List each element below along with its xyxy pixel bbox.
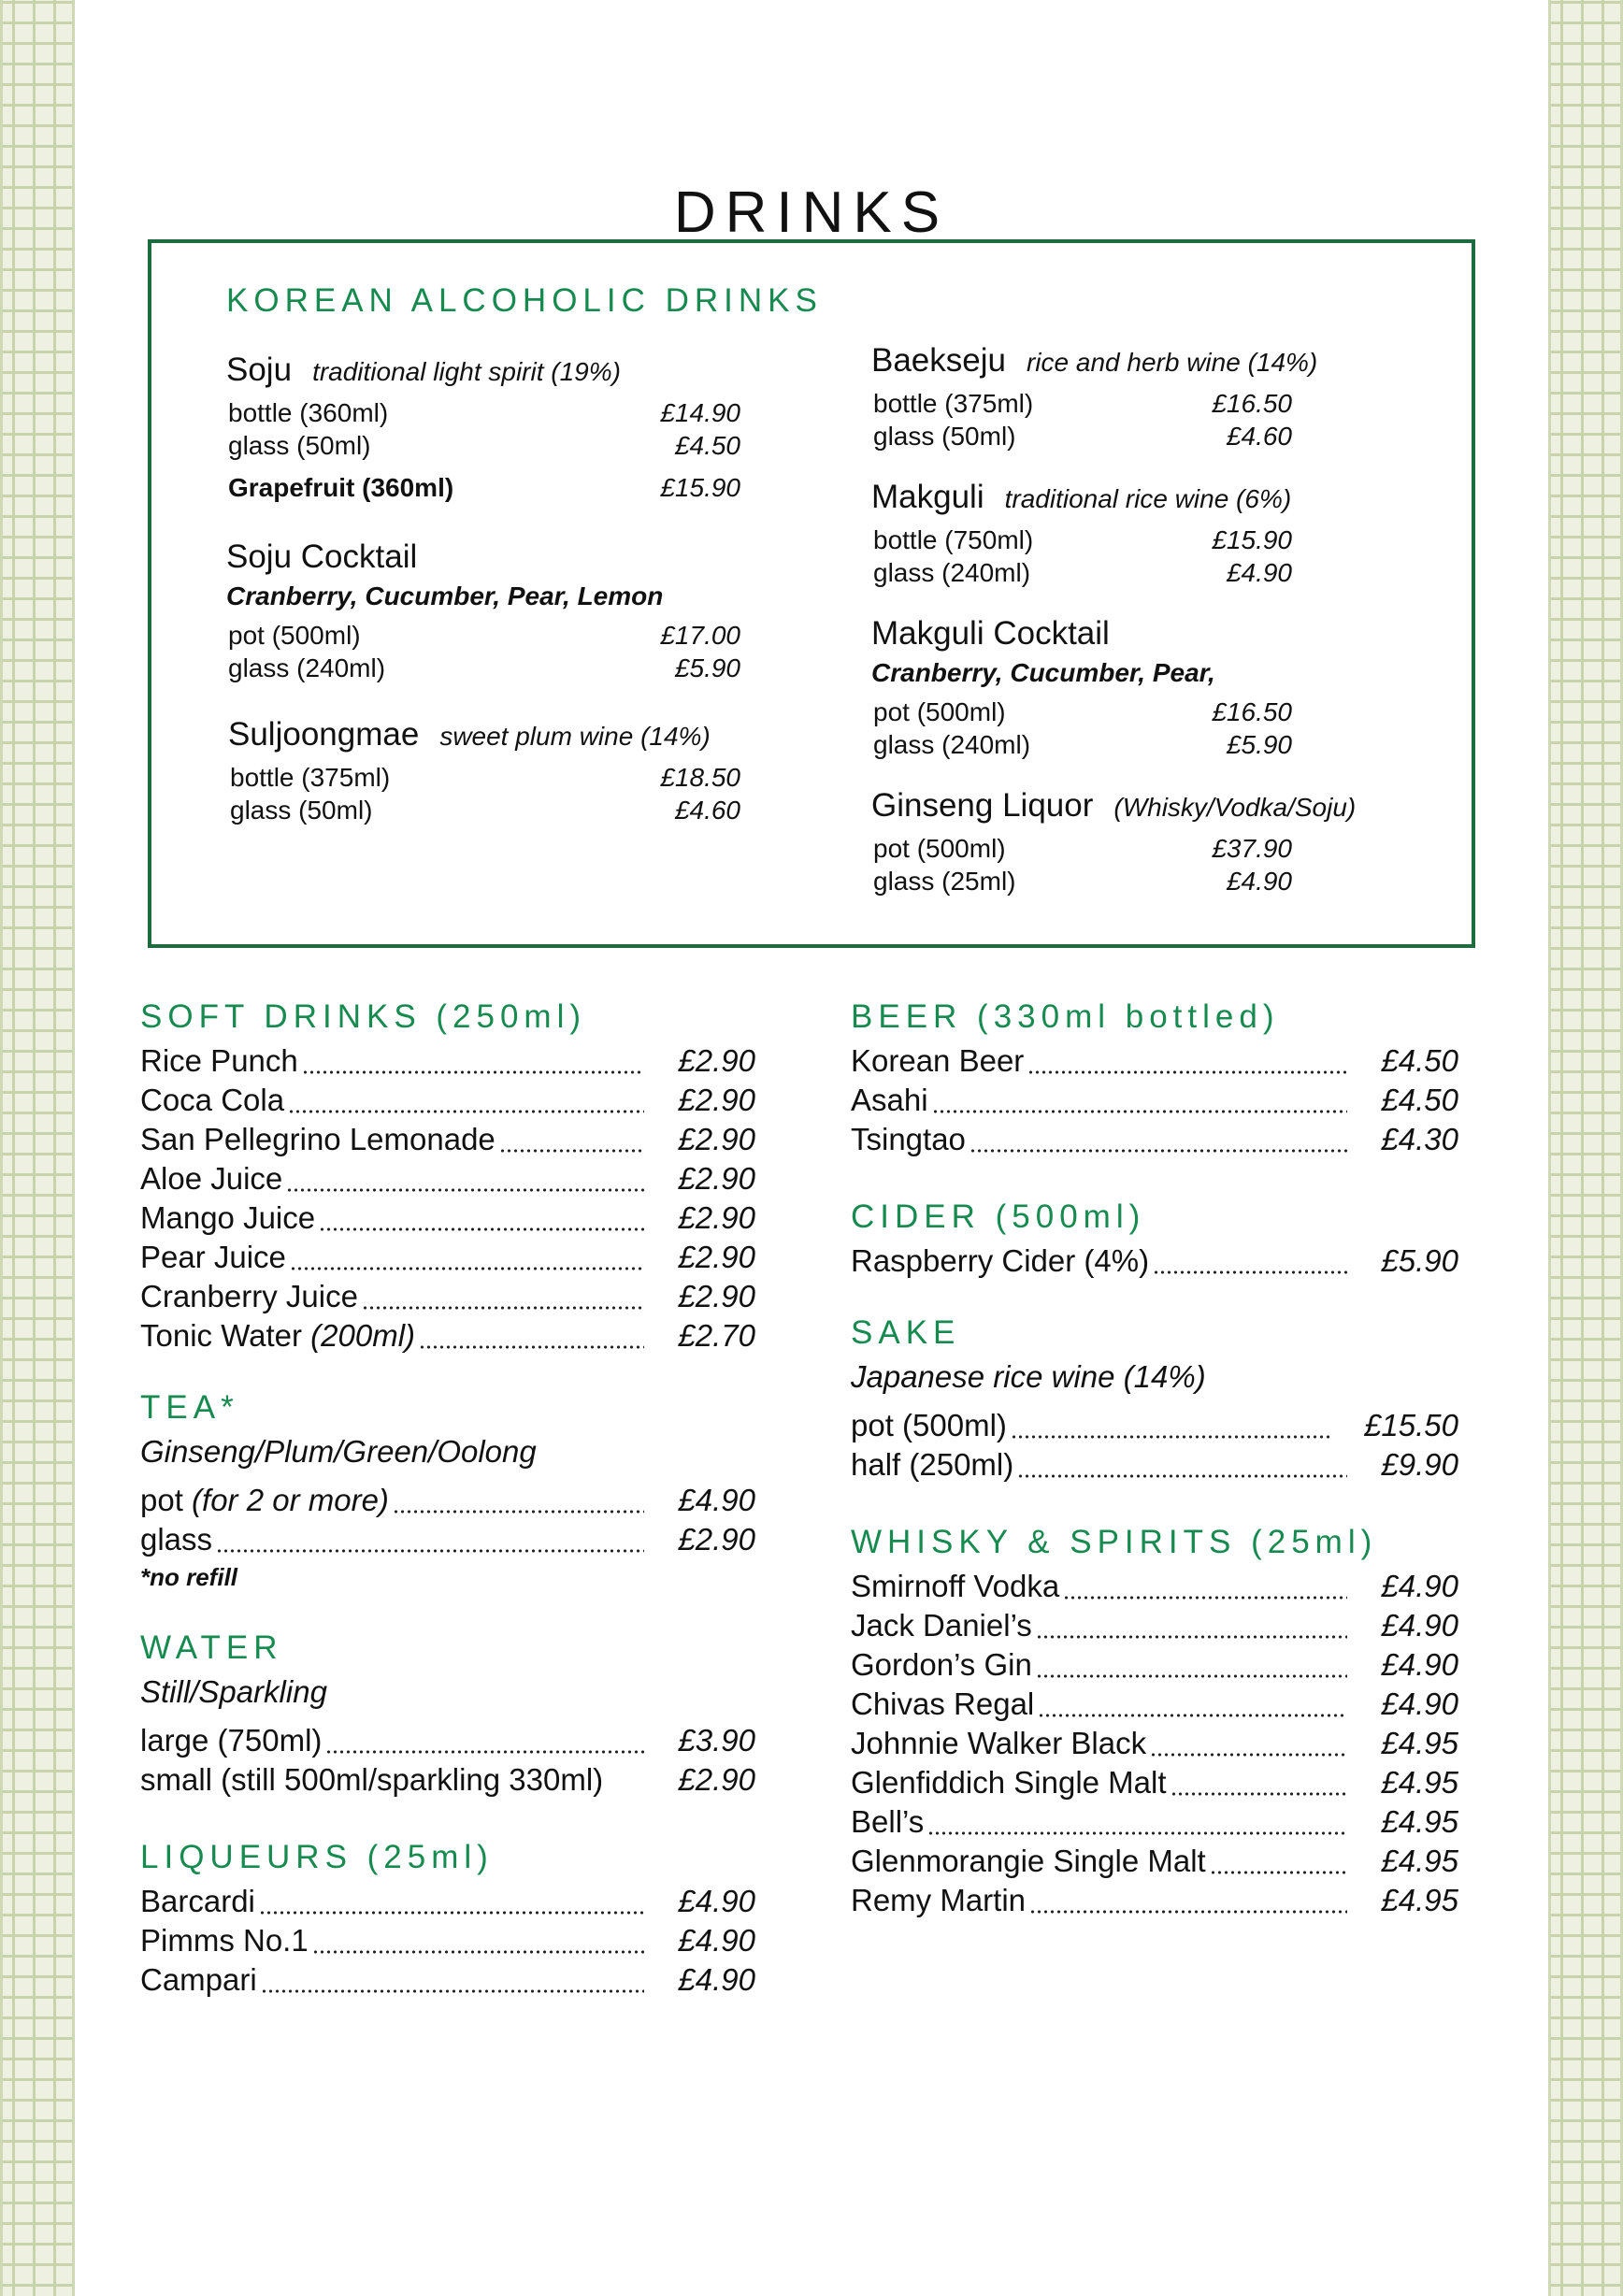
section-subtitle: Ginseng/Plum/Green/Oolong	[140, 1434, 537, 1469]
price-row	[871, 730, 1292, 763]
beer-section	[851, 998, 1458, 1161]
menu-item-price: £4.50	[1381, 1043, 1458, 1078]
baekseju-block	[871, 342, 1318, 454]
menu-item-row	[140, 1762, 755, 1801]
price-row	[871, 697, 1292, 730]
menu-item-name: Barcardi	[140, 1884, 255, 1918]
menu-item-price: £9.90	[1381, 1447, 1458, 1482]
price: £4.50	[674, 431, 740, 460]
menu-item-row	[140, 1923, 755, 1962]
menu-item-row	[140, 1962, 755, 2002]
price: £5.90	[1226, 730, 1292, 759]
item-name: Baekseju	[871, 342, 1006, 379]
dot-leader	[259, 1911, 644, 1915]
menu-item-name: Mango Juice	[140, 1200, 316, 1235]
dot-leader	[302, 1070, 644, 1074]
price-row	[871, 422, 1292, 454]
menu-item-row	[140, 1161, 755, 1200]
menu-item-row	[851, 1569, 1458, 1608]
menu-item-name: Tsingtao	[851, 1122, 966, 1156]
menu-item-price: £3.90	[678, 1723, 755, 1758]
menu-item-price: £4.50	[1381, 1083, 1458, 1117]
menu-item-row	[851, 1447, 1458, 1486]
price: £37.90	[1212, 834, 1292, 863]
size-label: glass (25ml)	[873, 867, 1016, 896]
menu-item-price: £2.90	[678, 1161, 755, 1196]
menu-item-name: Remy Martin	[851, 1883, 1027, 1917]
menu-item-name: Asahi	[851, 1083, 928, 1117]
menu-item-row	[851, 1083, 1458, 1122]
decorative-border-right	[1548, 0, 1623, 2296]
menu-item-name: Pimms No.1	[140, 1923, 309, 1958]
dot-leader	[1210, 1871, 1347, 1874]
menu-item-name: Glenmorangie Single Malt	[851, 1844, 1206, 1878]
dot-leader	[1027, 1070, 1347, 1074]
size-label: bottle (375ml)	[230, 763, 391, 792]
menu-item-row	[140, 1723, 755, 1762]
dot-leader	[419, 1345, 644, 1349]
menu-item-row	[140, 1200, 755, 1240]
size-label: glass (240ml)	[873, 558, 1031, 587]
dot-leader	[1036, 1635, 1347, 1639]
item-name: Soju Cocktail	[226, 538, 418, 575]
menu-item-price: £5.90	[1381, 1243, 1458, 1278]
price: £16.50	[1212, 389, 1292, 418]
dot-leader	[1038, 1714, 1347, 1717]
price: £16.50	[1212, 697, 1292, 726]
size-label: pot (500ml)	[873, 834, 1006, 863]
flavour-list: Cranberry, Cucumber, Pear, Lemon	[226, 581, 664, 610]
soft-drinks-section	[140, 998, 755, 1357]
whisky-spirits-section	[851, 1524, 1458, 1922]
dot-leader	[927, 1831, 1347, 1835]
item-description: (Whisky/Vodka/Soju)	[1113, 793, 1357, 822]
dot-leader	[216, 1549, 644, 1553]
size-label: glass (240ml)	[873, 730, 1031, 759]
size-label: pot (500ml)	[873, 697, 1006, 726]
price: £15.90	[1212, 525, 1292, 554]
section-heading: SAKE	[851, 1314, 961, 1351]
page-title: DRINKS	[673, 179, 950, 245]
sake-section	[851, 1314, 1458, 1486]
section-heading: WHISKY & SPIRITS (25ml)	[851, 1524, 1378, 1560]
price-row	[226, 473, 740, 506]
menu-item-name: small (still 500ml/sparkling 330ml)	[140, 1762, 604, 1797]
suljoongmae-block	[228, 716, 740, 828]
section-subtitle: Japanese rice wine (14%)	[851, 1359, 1206, 1394]
menu-item-price: £4.90	[678, 1923, 755, 1958]
menu-item-price: £2.90	[678, 1279, 755, 1313]
menu-item-price: £2.90	[678, 1762, 755, 1797]
footnote: *no refill	[140, 1563, 238, 1591]
dot-leader	[288, 1110, 644, 1113]
price-row	[871, 558, 1292, 591]
dot-leader	[1153, 1270, 1347, 1274]
menu-item-name: Rice Punch	[140, 1043, 298, 1078]
section-heading: LIQUEURS (25ml)	[140, 1839, 494, 1875]
menu-item-row	[140, 1522, 755, 1561]
dot-leader	[325, 1750, 644, 1754]
dot-leader	[1029, 1910, 1347, 1914]
menu-item-name: Jack Daniel’s	[851, 1608, 1032, 1643]
menu-item-name: Cranberry Juice	[140, 1279, 358, 1313]
price: £4.90	[1226, 558, 1292, 587]
price-row	[226, 431, 740, 464]
size-label: Grapefruit (360ml)	[228, 473, 454, 502]
menu-item-row	[140, 1279, 755, 1318]
soju-cocktail-block	[226, 538, 740, 686]
flavour-list: Cranberry, Cucumber, Pear,	[871, 658, 1215, 687]
size-label: pot (500ml)	[228, 621, 361, 650]
menu-item-name: Aloe Juice	[140, 1161, 283, 1196]
item-description: traditional light spirit (19%)	[312, 357, 621, 386]
menu-item-row	[851, 1043, 1458, 1083]
dot-leader	[1063, 1596, 1347, 1600]
menu-item-name: Glenfiddich Single Malt	[851, 1765, 1167, 1800]
menu-item-row	[140, 1240, 755, 1279]
item-description: rice and herb wine (14%)	[1026, 348, 1318, 377]
dot-leader	[1011, 1435, 1330, 1439]
size-label: glass (50ml)	[230, 796, 373, 825]
ginseng-liquor-block	[871, 787, 1357, 899]
left-menu-column	[140, 998, 755, 2002]
menu-item-price: £4.95	[1381, 1765, 1458, 1800]
menu-item-name: half (250ml)	[851, 1447, 1014, 1482]
price-row	[871, 525, 1292, 558]
section-heading: BEER (330ml bottled)	[851, 998, 1280, 1035]
menu-item-row	[851, 1647, 1458, 1686]
menu-item-row	[851, 1726, 1458, 1765]
menu-item-name: Raspberry Cider (4%)	[851, 1243, 1150, 1278]
menu-item-name: San Pellegrino Lemonade	[140, 1122, 496, 1156]
dot-leader	[1017, 1474, 1347, 1478]
menu-item-row	[140, 1122, 755, 1161]
price: £18.50	[660, 763, 740, 792]
menu-item-name: Chivas Regal	[851, 1686, 1035, 1721]
item-name: Suljoongmae	[228, 716, 420, 753]
dot-leader	[319, 1227, 644, 1231]
menu-item-name: Bell’s	[851, 1804, 925, 1839]
menu-item-row	[851, 1883, 1458, 1922]
item-description: sweet plum wine (14%)	[439, 722, 711, 751]
decorative-border-left	[0, 0, 75, 2296]
price: £4.90	[1226, 867, 1292, 896]
price: £17.00	[660, 621, 740, 650]
menu-item-row	[851, 1686, 1458, 1726]
price: £4.60	[1226, 422, 1292, 451]
menu-item-row	[140, 1083, 755, 1122]
menu-item-price: £4.30	[1381, 1122, 1458, 1156]
dot-leader	[932, 1110, 1347, 1113]
korean-drinks-heading: KOREAN ALCOHOLIC DRINKS	[226, 282, 823, 319]
dot-leader	[1150, 1753, 1347, 1757]
menu-item-price: £2.90	[678, 1200, 755, 1235]
menu-item-price: £15.50	[1364, 1408, 1458, 1442]
dot-leader	[1036, 1674, 1347, 1678]
menu-item-price: £4.95	[1381, 1844, 1458, 1878]
item-description: traditional rice wine (6%)	[1004, 484, 1292, 513]
menu-item-row	[851, 1122, 1458, 1161]
menu-item-price: £2.90	[678, 1083, 755, 1117]
menu-item-name: Smirnoff Vodka	[851, 1569, 1060, 1603]
section-heading: CIDER (500ml)	[851, 1198, 1146, 1235]
menu-item-row	[851, 1765, 1458, 1804]
dot-leader	[312, 1950, 644, 1954]
right-menu-column	[851, 998, 1458, 1922]
menu-item-price: £2.90	[678, 1122, 755, 1156]
water-section	[140, 1629, 755, 1801]
dot-leader	[499, 1149, 644, 1153]
menu-item-row	[140, 1318, 755, 1357]
menu-item-price: £2.90	[678, 1522, 755, 1557]
menu-item-row	[851, 1608, 1458, 1647]
dot-leader	[1171, 1792, 1347, 1796]
dot-leader	[286, 1188, 644, 1192]
menu-item-price: £4.90	[1381, 1686, 1458, 1721]
menu-item-row	[851, 1804, 1458, 1844]
size-label: bottle (750ml)	[873, 525, 1034, 554]
menu-item-price: £4.90	[1381, 1569, 1458, 1603]
menu-item-name: Johnnie Walker Black	[851, 1726, 1147, 1760]
menu-item-price: £2.70	[678, 1318, 755, 1353]
item-name: Makguli	[871, 479, 984, 515]
price-row	[871, 867, 1292, 899]
price-row	[226, 398, 740, 431]
menu-item-name: pot (for 2 or more)	[140, 1483, 389, 1517]
soju-block	[226, 352, 740, 506]
menu-item-name: Coca Cola	[140, 1083, 285, 1117]
price: £5.90	[674, 653, 740, 682]
item-name: Ginseng Liquor	[871, 787, 1094, 824]
menu-item-name: large (750ml)	[140, 1723, 323, 1758]
menu-item-row	[140, 1884, 755, 1923]
price-row	[871, 834, 1292, 867]
menu-item-price: £4.95	[1381, 1804, 1458, 1839]
menu-item-price: £4.90	[1381, 1608, 1458, 1643]
price-row	[871, 389, 1292, 422]
item-name: Soju	[226, 352, 293, 388]
menu-item-name: Pear Juice	[140, 1240, 286, 1274]
menu-item-price: £4.90	[678, 1962, 755, 1997]
size-label: glass (50ml)	[228, 431, 371, 460]
price-row	[228, 763, 740, 796]
size-label: bottle (375ml)	[873, 389, 1034, 418]
dot-leader	[393, 1510, 644, 1514]
price-row	[226, 653, 740, 686]
menu-item-name: glass	[140, 1522, 213, 1557]
section-subtitle: Still/Sparkling	[140, 1674, 327, 1709]
menu-item-row	[851, 1408, 1458, 1447]
menu-item-price: £4.90	[1381, 1647, 1458, 1682]
menu-item-row	[140, 1483, 755, 1522]
size-label: glass (50ml)	[873, 422, 1016, 451]
menu-item-price: £4.95	[1381, 1883, 1458, 1917]
price: £14.90	[660, 398, 740, 427]
liqueurs-section	[140, 1839, 755, 2002]
dot-leader	[290, 1267, 644, 1270]
makguli-cocktail-block	[871, 615, 1292, 763]
price-row	[226, 621, 740, 653]
menu-item-row	[140, 1043, 755, 1083]
menu-item-name: pot (500ml)	[851, 1408, 1007, 1442]
menu-item-row	[851, 1844, 1458, 1883]
size-label: bottle (360ml)	[228, 398, 389, 427]
price-row	[228, 796, 740, 828]
size-label: glass (240ml)	[228, 653, 386, 682]
menu-item-price: £4.90	[678, 1884, 755, 1918]
korean-drinks-box	[148, 239, 1475, 948]
dot-leader	[969, 1149, 1347, 1153]
price: £4.60	[674, 796, 740, 825]
menu-item-name: Korean Beer	[851, 1043, 1025, 1078]
menu-item-name: Tonic Water (200ml)	[140, 1318, 416, 1353]
section-heading: TEA*	[140, 1389, 239, 1426]
section-heading: WATER	[140, 1629, 283, 1666]
dot-leader	[362, 1306, 644, 1310]
menu-item-name: Gordon’s Gin	[851, 1647, 1032, 1682]
menu-item-price: £4.90	[678, 1483, 755, 1517]
section-heading: SOFT DRINKS (250ml)	[140, 998, 587, 1035]
price: £15.90	[660, 473, 740, 502]
dot-leader	[261, 1989, 644, 1993]
item-name: Makguli Cocktail	[871, 615, 1110, 652]
menu-item-name: Campari	[140, 1962, 257, 1997]
cider-section	[851, 1198, 1458, 1283]
menu-item-price: £4.95	[1381, 1726, 1458, 1760]
menu-item-price: £2.90	[678, 1240, 755, 1274]
menu-item-row	[851, 1243, 1458, 1283]
tea-section	[140, 1389, 755, 1592]
menu-item-price: £2.90	[678, 1043, 755, 1078]
makguli-block	[871, 479, 1292, 591]
